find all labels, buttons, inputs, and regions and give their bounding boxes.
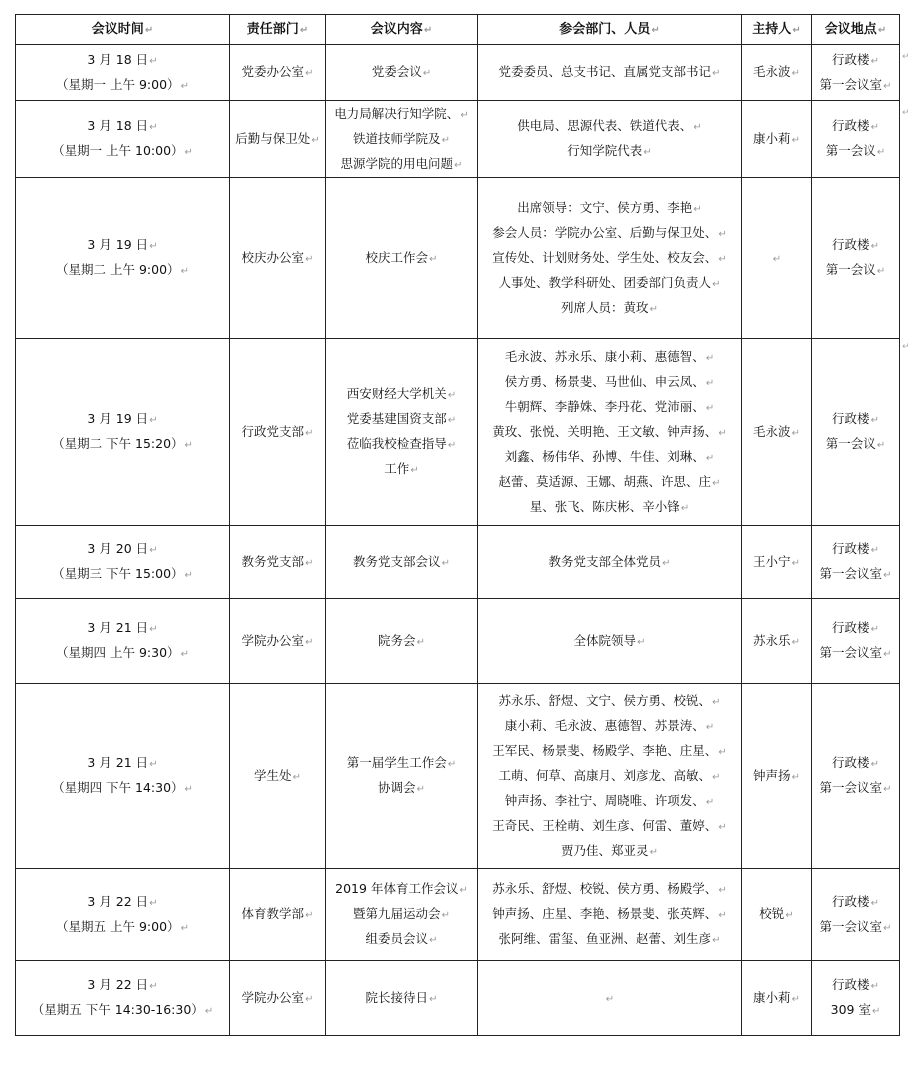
attendees-cell: ↵ <box>478 961 742 1036</box>
meeting-content-cell: 教务党支部会议↵ <box>326 526 478 599</box>
host-cell-line: 校锐 <box>759 906 785 921</box>
attendees-cell-line: 行知学院代表 <box>567 143 643 158</box>
host-cell: 康小莉↵ <box>742 101 812 178</box>
meeting-time-cell: 3 月 19 日↵ （星期二 上午 9:00）↵ <box>16 178 230 339</box>
responsible-dept-cell-line: 学生处 <box>254 767 292 783</box>
meeting-content-cell-line: 工作 <box>384 461 410 476</box>
responsible-dept-cell: 学院办公室↵ <box>230 599 326 684</box>
meeting-time-cell-line: 3 月 22 日 <box>87 977 149 992</box>
location-cell-line: 行政楼 <box>832 541 870 556</box>
location-cell-line: 第一会议室 <box>819 918 883 934</box>
meeting-schedule-table <box>15 14 900 1036</box>
responsible-dept-cell-line: 校庆办公室 <box>241 249 305 265</box>
attendees-cell-line: 黄玫、张悦、关明艳、王文敏、钟声扬、 <box>492 423 718 439</box>
meeting-content-cell: 校庆工作会↵ <box>326 178 478 339</box>
location-cell-line: 行政楼 <box>832 237 870 252</box>
paragraph-mark-icon: ↵ <box>902 52 910 62</box>
host-cell: ↵ <box>742 178 812 339</box>
meeting-content-cell-line: 院务会 <box>378 632 416 648</box>
paragraph-mark-icon: ↵ <box>902 108 910 118</box>
header-row <box>16 15 900 45</box>
meeting-time-cell-line: 3 月 21 日 <box>87 620 149 635</box>
location-cell: 行政楼↵ 第一会议室↵ <box>812 526 900 599</box>
location-cell-line: 309 室 <box>830 1002 871 1017</box>
host-cell-line: 毛永波 <box>753 64 791 79</box>
attendees-cell: 苏永乐、舒煜、文宁、侯方勇、校锐、↵ 康小莉、毛永波、惠德智、苏景涛、↵ 王军民、杨景斐、杨殿学、李艳、庄星、↵ 工萌、何草、高康月、刘彦龙、高敏、↵ 钟声扬、李社宁、周晓唯、许项发、↵ 王奇民、王栓萌、刘生彦、何雷、董婷、↵ 贾乃佳、郑亚灵↵ <box>478 684 742 869</box>
attendees-cell-line: 毛永波、苏永乐、康小莉、惠德智、 <box>504 348 705 364</box>
schedule-body <box>16 45 900 1036</box>
meeting-content-cell-line: 组委员会议 <box>365 931 429 946</box>
paragraph-mark-icon: ↵ <box>902 342 910 352</box>
location-cell: 行政楼↵ 第一会议↵ <box>812 101 900 178</box>
table-row <box>16 526 900 599</box>
host-cell: 王小宁↵ <box>742 526 812 599</box>
meeting-time-cell: 3 月 20 日↵ （星期三 下午 15:00）↵ <box>16 526 230 599</box>
meeting-content-cell-line: 暨第九届运动会 <box>353 906 441 921</box>
meeting-time-cell-line: （星期二 上午 9:00） <box>56 262 180 277</box>
host-cell: 钟声扬↵ <box>742 684 812 869</box>
location-cell-line: 行政楼 <box>832 620 870 635</box>
attendees-cell-line: 全体院领导 <box>573 632 637 648</box>
header-dept: 责任部门↵ <box>230 15 326 45</box>
attendees-cell: 全体院领导↵ <box>478 599 742 684</box>
location-cell-line: 行政楼 <box>832 755 870 770</box>
meeting-time-cell-line: （星期三 下午 15:00） <box>52 566 184 581</box>
attendees-cell-line: 宣传处、计划财务处、学生处、校友会、 <box>492 249 718 265</box>
responsible-dept-cell-line: 学院办公室 <box>241 989 305 1005</box>
table-row <box>16 178 900 339</box>
attendees-cell-line: 教务党支部全体党员 <box>548 553 662 569</box>
header-location: 会议地点↵ <box>812 15 900 45</box>
host-cell-line: 钟声扬 <box>753 767 791 783</box>
attendees-cell: 苏永乐、舒煜、校锐、侯方勇、杨殿学、↵ 钟声扬、庄星、李艳、杨景斐、张英辉、↵ 张阿维、雷玺、鱼亚洲、赵蕾、刘生彦↵ <box>478 869 742 961</box>
host-cell-line: 毛永波 <box>753 423 791 439</box>
meeting-content-cell-line: 校庆工作会 <box>365 249 429 265</box>
meeting-content-cell-line: 党委基建国资支部 <box>346 411 447 426</box>
location-cell-line: 行政楼 <box>832 118 870 133</box>
location-cell-line: 第一会议 <box>825 262 876 277</box>
meeting-content-cell-line: 党委会议 <box>371 64 422 79</box>
meeting-time-cell: 3 月 19 日↵ （星期二 下午 15:20）↵ <box>16 339 230 526</box>
meeting-time-cell-line: （星期五 上午 9:00） <box>56 918 180 934</box>
attendees-cell: 教务党支部全体党员↵ <box>478 526 742 599</box>
host-cell-line: 苏永乐 <box>753 632 791 648</box>
responsible-dept-cell: 行政党支部↵ <box>230 339 326 526</box>
attendees-cell-line: 张阿维、雷玺、鱼亚洲、赵蕾、刘生彦 <box>498 931 712 946</box>
responsible-dept-cell: 学生处↵ <box>230 684 326 869</box>
meeting-content-cell-line: 莅临我校检查指导 <box>346 436 447 451</box>
responsible-dept-cell: 后勤与保卫处↵ <box>230 101 326 178</box>
host-cell-line: 康小莉 <box>753 130 791 146</box>
responsible-dept-cell-line: 教务党支部 <box>241 553 305 569</box>
attendees-cell-line: 星、张飞、陈庆彬、辛小锋 <box>529 498 680 514</box>
table-row <box>16 339 900 526</box>
table-row <box>16 45 900 101</box>
meeting-content-cell-line: 铁道技师学院及 <box>353 130 441 146</box>
meeting-time-cell: 3 月 18 日↵ （星期一 上午 9:00）↵ <box>16 45 230 101</box>
meeting-time-cell-line: 3 月 19 日 <box>87 411 149 426</box>
meeting-time-cell: 3 月 18 日↵ （星期一 上午 10:00）↵ <box>16 101 230 178</box>
meeting-time-cell-line: （星期五 下午 14:30-16:30） <box>31 1002 204 1017</box>
meeting-time-cell-line: 3 月 21 日 <box>87 755 149 770</box>
meeting-content-cell-line: 西安财经大学机关 <box>346 386 447 401</box>
meeting-time-cell: 3 月 21 日↵ （星期四 下午 14:30）↵ <box>16 684 230 869</box>
responsible-dept-cell-line: 行政党支部 <box>241 423 305 439</box>
host-cell: 康小莉↵ <box>742 961 812 1036</box>
header-time: 会议时间↵ <box>16 15 230 45</box>
responsible-dept-cell: 党委办公室↵ <box>230 45 326 101</box>
attendees-cell-line: 王奇民、王栓萌、刘生彦、何雷、董婷、 <box>492 817 718 833</box>
meeting-time-cell-line: （星期一 上午 10:00） <box>52 143 184 158</box>
header-content: 会议内容↵ <box>326 15 478 45</box>
location-cell-line: 第一会议室 <box>819 76 883 92</box>
location-cell-line: 第一会议 <box>825 143 876 158</box>
attendees-cell-line: 苏永乐、舒煜、校锐、侯方勇、杨殿学、 <box>492 881 718 896</box>
attendees-cell-line: 钟声扬、李社宁、周晓唯、许项发、 <box>504 792 705 808</box>
host-cell: 毛永波↵ <box>742 339 812 526</box>
attendees-cell-line: 刘鑫、杨伟华、孙博、牛佳、刘琳、 <box>504 448 705 464</box>
meeting-time-cell: 3 月 22 日↵ （星期五 上午 9:00）↵ <box>16 869 230 961</box>
location-cell: 行政楼↵ 第一会议室↵ <box>812 869 900 961</box>
meeting-content-cell: 党委会议↵ <box>326 45 478 101</box>
attendees-cell-line: 出席领导：文宁、侯方勇、李艳 <box>517 199 693 215</box>
header-host: 主持人↵ <box>742 15 812 45</box>
table-row <box>16 599 900 684</box>
responsible-dept-cell-line: 学院办公室 <box>241 632 305 648</box>
location-cell: 行政楼↵ 第一会议室↵ <box>812 45 900 101</box>
meeting-time-cell-line: （星期四 上午 9:30） <box>56 645 180 660</box>
host-cell: 毛永波↵ <box>742 45 812 101</box>
attendees-cell-line: 苏永乐、舒煜、文宁、侯方勇、校锐、 <box>498 692 712 708</box>
attendees-cell-line: 贾乃佳、郑亚灵 <box>561 842 649 858</box>
meeting-time-cell-line: 3 月 20 日 <box>87 541 149 556</box>
meeting-content-cell-line: 院长接待日 <box>365 989 429 1005</box>
meeting-time-cell-line: 3 月 18 日 <box>87 51 149 67</box>
meeting-time-cell-line: 3 月 19 日 <box>87 237 149 252</box>
responsible-dept-cell-line: 体育教学部 <box>241 906 305 921</box>
meeting-time-cell-line: （星期二 下午 15:20） <box>52 436 184 451</box>
location-cell: 行政楼↵ 第一会议室↵ <box>812 599 900 684</box>
meeting-time-cell: 3 月 22 日↵ （星期五 下午 14:30-16:30）↵ <box>16 961 230 1036</box>
meeting-content-cell-line: 协调会 <box>378 780 416 795</box>
attendees-cell-line: 人事处、教学科研处、团委部门负责人 <box>498 274 712 290</box>
attendees-cell: 毛永波、苏永乐、康小莉、惠德智、↵ 侯方勇、杨景斐、马世仙、申云凤、↵ 牛朝辉、李静姝、李丹花、党沛丽、↵ 黄玫、张悦、关明艳、王文敏、钟声扬、↵ 刘鑫、杨伟华、孙博、牛佳、刘琳、↵ 赵蕾、莫适源、王娜、胡燕、许思、庄↵ 星、张飞、陈庆彬、辛小锋↵ <box>478 339 742 526</box>
meeting-time-cell-line: （星期一 上午 9:00） <box>56 76 180 92</box>
meeting-time-cell-line: 3 月 18 日 <box>87 118 149 133</box>
meeting-content-cell: 院务会↵ <box>326 599 478 684</box>
location-cell-line: 第一会议室 <box>819 780 883 795</box>
responsible-dept-cell: 教务党支部↵ <box>230 526 326 599</box>
attendees-cell-line: 列席人员：黄玫 <box>561 299 649 315</box>
location-cell: 行政楼↵ 第一会议↵ <box>812 339 900 526</box>
attendees-cell: 党委委员、总支书记、直属党支部书记↵ <box>478 45 742 101</box>
responsible-dept-cell: 体育教学部↵ <box>230 869 326 961</box>
location-cell-line: 行政楼 <box>832 893 870 909</box>
responsible-dept-cell: 学院办公室↵ <box>230 961 326 1036</box>
meeting-content-cell-line: 思源学院的用电问题 <box>340 155 454 171</box>
meeting-content-cell: 西安财经大学机关↵ 党委基建国资支部↵ 莅临我校检查指导↵ 工作↵ <box>326 339 478 526</box>
location-cell: 行政楼↵ 309 室↵ <box>812 961 900 1036</box>
attendees-cell-line: 供电局、思源代表、铁道代表、 <box>517 118 693 133</box>
table-row <box>16 684 900 869</box>
host-cell-line: 王小宁 <box>753 553 791 569</box>
location-cell-line: 第一会议室 <box>819 645 883 660</box>
meeting-time-cell: 3 月 21 日↵ （星期四 上午 9:30）↵ <box>16 599 230 684</box>
attendees-cell: 出席领导：文宁、侯方勇、李艳↵ 参会人员：学院办公室、后勤与保卫处、↵ 宣传处、计划财务处、学生处、校友会、↵ 人事处、教学科研处、团委部门负责人↵ 列席人员：黄玫↵ <box>478 178 742 339</box>
location-cell: 行政楼↵ 第一会议室↵ <box>812 684 900 869</box>
table-row <box>16 869 900 961</box>
attendees-cell-line: 康小莉、毛永波、惠德智、苏景涛、 <box>504 717 705 733</box>
attendees-cell-line: 牛朝辉、李静姝、李丹花、党沛丽、 <box>504 398 705 414</box>
location-cell-line: 第一会议室 <box>819 566 883 581</box>
meeting-time-cell-line: （星期四 下午 14:30） <box>52 780 184 795</box>
attendees-cell-line: 赵蕾、莫适源、王娜、胡燕、许思、庄 <box>498 473 712 489</box>
meeting-content-cell: 2019 年体育工作会议↵ 暨第九届运动会↵ 组委员会议↵ <box>326 869 478 961</box>
meeting-content-cell-line: 2019 年体育工作会议 <box>335 881 459 896</box>
table-row <box>16 101 900 178</box>
meeting-content-cell: 电力局解决行知学院、↵ 铁道技师学院及↵ 思源学院的用电问题↵ <box>326 101 478 178</box>
header-attendees: 参会部门、人员↵ <box>478 15 742 45</box>
meeting-content-cell-line: 教务党支部会议 <box>353 553 441 569</box>
attendees-cell: 供电局、思源代表、铁道代表、↵ 行知学院代表↵ <box>478 101 742 178</box>
attendees-cell-line: 钟声扬、庄星、李艳、杨景斐、张英辉、 <box>492 906 718 921</box>
attendees-cell-line: 工萌、何草、高康月、刘彦龙、高敏、 <box>498 767 712 783</box>
attendees-cell-line: 王军民、杨景斐、杨殿学、李艳、庄星、 <box>492 742 718 758</box>
location-cell-line: 行政楼 <box>832 977 870 992</box>
responsible-dept-cell: 校庆办公室↵ <box>230 178 326 339</box>
attendees-cell-line: 党委委员、总支书记、直属党支部书记 <box>498 64 712 79</box>
location-cell: 行政楼↵ 第一会议↵ <box>812 178 900 339</box>
meeting-content-cell: 第一届学生工作会↵ 协调会↵ <box>326 684 478 869</box>
location-cell-line: 第一会议 <box>825 436 876 451</box>
host-cell-line: 康小莉 <box>753 989 791 1005</box>
host-cell: 苏永乐↵ <box>742 599 812 684</box>
location-cell-line: 行政楼 <box>832 51 870 67</box>
meeting-content-cell: 院长接待日↵ <box>326 961 478 1036</box>
meeting-content-cell-line: 第一届学生工作会 <box>346 755 447 770</box>
responsible-dept-cell-line: 党委办公室 <box>241 64 305 79</box>
attendees-cell-line: 侯方勇、杨景斐、马世仙、申云凤、 <box>504 373 705 389</box>
attendees-cell-line: 参会人员：学院办公室、后勤与保卫处、 <box>492 224 718 240</box>
meeting-content-cell-line: 电力局解决行知学院、 <box>334 105 460 121</box>
responsible-dept-cell-line: 后勤与保卫处 <box>235 130 311 146</box>
meeting-time-cell-line: 3 月 22 日 <box>87 893 149 909</box>
table-row <box>16 961 900 1036</box>
location-cell-line: 行政楼 <box>832 411 870 426</box>
host-cell: 校锐↵ <box>742 869 812 961</box>
